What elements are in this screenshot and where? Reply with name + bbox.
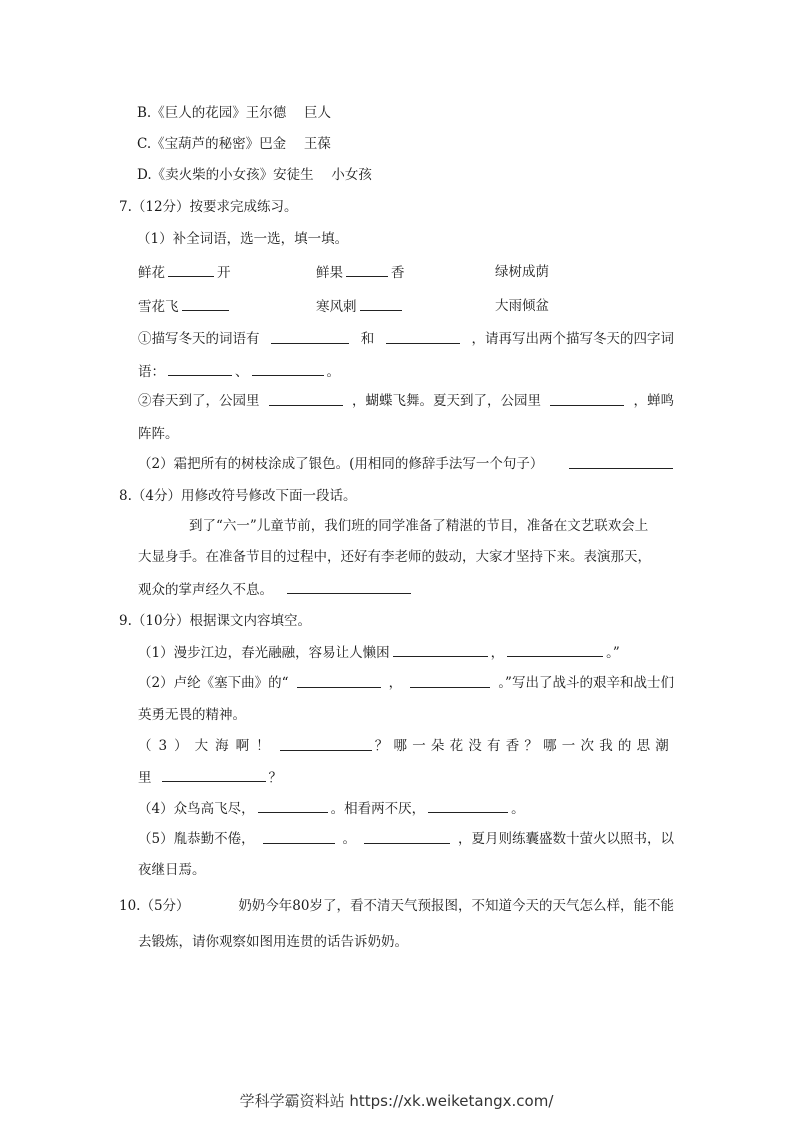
answer-blank[interactable] [280, 737, 372, 751]
answer-blank[interactable] [507, 643, 603, 657]
q6-option-b: B.《巨人的花园》王尔德 巨人 [137, 105, 332, 121]
q10-line-2: 去锻炼，请你观察如图用连贯的话告诉奶奶。 [138, 934, 408, 950]
answer-blank[interactable] [386, 330, 460, 344]
answer-blank[interactable] [258, 799, 328, 813]
answer-blank[interactable] [182, 297, 229, 311]
q7-sentence-2: ②春天到了，公园里 ，蝴蝶飞舞。夏天到了，公园里 ，蝉鸣 [138, 393, 674, 409]
q7-sentence-1: ①描写冬天的词语有 和 ，请再写出两个描写冬天的四字词 [138, 331, 674, 347]
answer-blank[interactable] [162, 768, 266, 782]
q9-title: 9.（10分）根据课文内容填空。 [119, 613, 312, 629]
q7-sentence-2-cont: 阵阵。 [138, 426, 179, 442]
answer-blank[interactable] [252, 362, 324, 376]
q6-option-c: C.《宝葫芦的秘密》巴金 王葆 [137, 136, 331, 152]
answer-blank[interactable] [410, 674, 490, 688]
q10-line-1: 10.（5分） 奶奶今年80岁了，看不清天气预报图，不知道今天的天气怎么样，能不能 [119, 898, 674, 914]
answer-blank[interactable] [263, 830, 335, 844]
q9-item-4: （4）众鸟高飞尽， 。相看两不厌， 。 [138, 801, 525, 817]
answer-blank[interactable] [168, 263, 214, 277]
answer-blank[interactable] [393, 643, 488, 657]
answer-blank[interactable] [346, 263, 388, 277]
q8-passage-line-3: 观众的掌声经久不息。 [138, 580, 414, 599]
q7-word-1: 鲜花 开 [138, 265, 231, 281]
q9-item-2-cont: 英勇无畏的精神。 [138, 707, 246, 723]
q7-word-4: 雪花飞 [138, 297, 232, 316]
q7-sentence-1-cont: 语： 、 。 [138, 364, 340, 380]
q7-word-2: 鲜果 香 [316, 265, 405, 281]
q9-item-5-cont: 夜继日焉。 [138, 862, 206, 878]
answer-blank[interactable] [269, 392, 343, 406]
q8-passage-line-1: 到了“六一”儿童节前，我们班的同学准备了精湛的节目，准备在文艺联欢会上 [189, 518, 649, 534]
q9-item-2: （2）卢纶《塞下曲》的“ ， 。”写出了战斗的艰辛和战士们 [138, 675, 674, 691]
q7-word-6: 大雨倾盆 [495, 298, 549, 314]
q7-word-3: 绿树成荫 [495, 264, 549, 280]
answer-blank[interactable] [569, 455, 673, 469]
footer-watermark-link[interactable]: 学科学霸资料站 https://xk.weiketangx.com/ [239, 1092, 554, 1110]
q7-part2-answer [566, 455, 676, 474]
answer-blank[interactable] [297, 674, 381, 688]
q7-part1-instruction: （1）补全词语，选一选，填一填。 [137, 231, 349, 247]
q9-item-3-cont: 里 ？ [138, 770, 282, 786]
q8-passage-line-2: 大显身手。在准备节目的过程中，还好有李老师的鼓动，大家才坚持下来。表演那天， [138, 549, 651, 565]
answer-blank[interactable] [364, 830, 450, 844]
answer-blank[interactable] [168, 362, 232, 376]
q9-item-1: （1）漫步江边，春光融融，容易让人懒困 ， 。” [138, 645, 620, 661]
q7-word-5: 寒风刺 [316, 297, 405, 316]
q8-title: 8.（4分）用修改符号修改下面一段话。 [119, 488, 357, 504]
answer-blank[interactable] [360, 297, 402, 311]
q9-item-5: （5）胤恭勤不倦， 。 ，夏月则练囊盛数十萤火以照书，以 [138, 831, 674, 847]
q7-title: 7.（12分）按要求完成练习。 [119, 199, 298, 215]
answer-blank[interactable] [271, 330, 349, 344]
answer-blank[interactable] [550, 392, 624, 406]
answer-blank[interactable] [287, 580, 411, 594]
q6-option-d: D.《卖火柴的小女孩》安徒生 小女孩 [137, 167, 372, 183]
answer-blank[interactable] [428, 799, 508, 813]
q9-item-3: （3）大海啊！ ？哪一朵花没有香？哪一次我的思潮 [138, 738, 674, 754]
q7-part2: （2）霜把所有的树枝涂成了银色。(用相同的修辞手法写一个句子） [138, 456, 544, 472]
